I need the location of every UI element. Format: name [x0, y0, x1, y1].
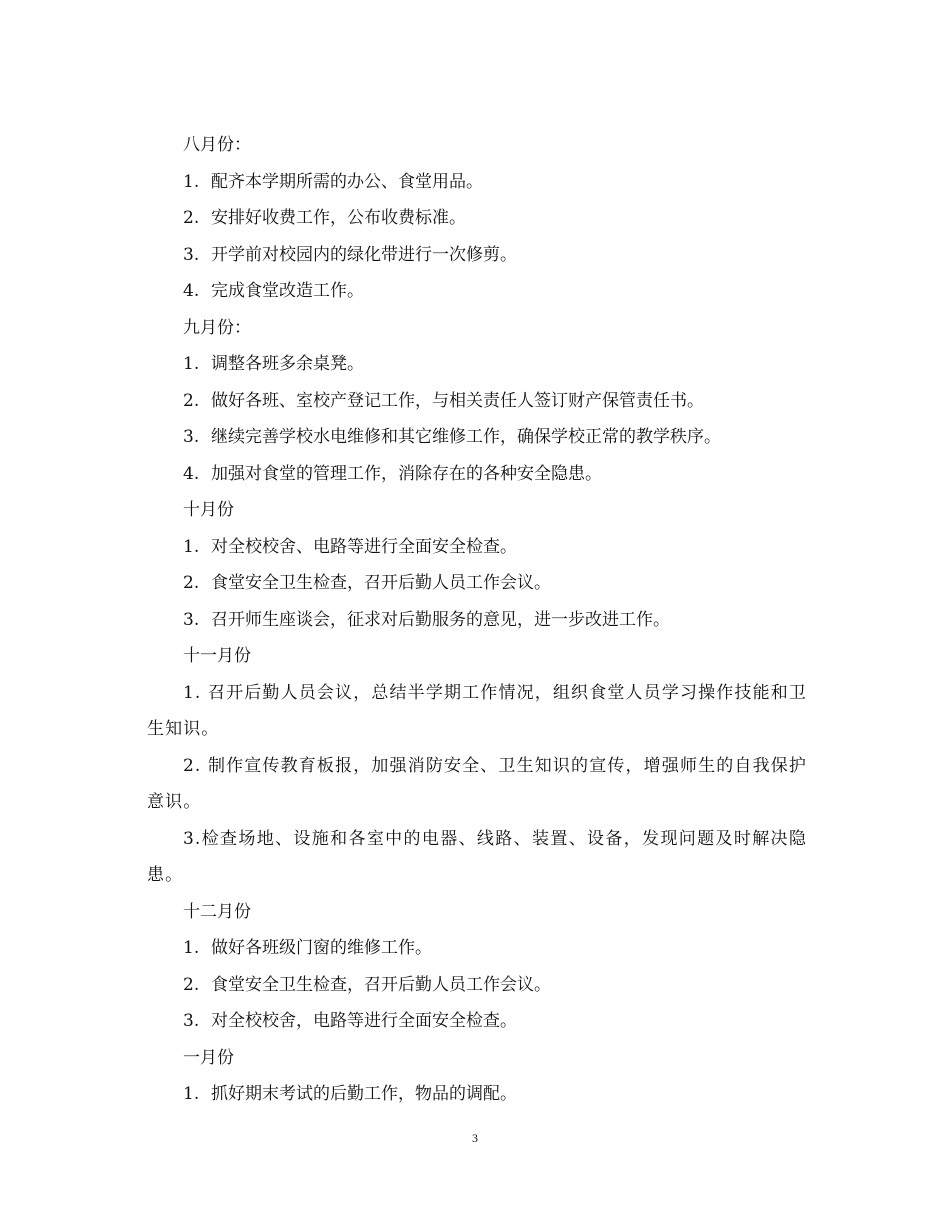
paragraph-item: 1. 召开后勤人员会议，总结半学期工作情况，组织食堂人员学习操作技能和卫生知识。	[147, 682, 807, 739]
item-number: 2.	[183, 573, 200, 593]
list-item	[147, 383, 807, 420]
paragraph-item: 3.检查场地、设施和各室中的电器、线路、装置、设备，发现问题及时解决隐患。	[147, 828, 807, 885]
item-number: 3.	[183, 427, 200, 447]
list-item	[147, 456, 807, 493]
item-number: 1.	[183, 536, 200, 557]
item-number: 1.	[183, 938, 200, 958]
list-item	[147, 529, 807, 566]
page-number: 3	[472, 1131, 478, 1145]
document-body	[147, 127, 807, 1113]
item-number: 4.	[183, 281, 200, 301]
list-item	[147, 930, 807, 967]
item-text: 食堂安全卫生检查，召开后勤人员工作会议。	[211, 974, 551, 995]
section-heading-january: 一月份	[183, 1047, 234, 1068]
item-number: 2.	[183, 208, 200, 228]
list-item	[147, 346, 807, 383]
list-item	[147, 164, 807, 201]
item-text: 对全校校舍、电路等进行全面安全检查。	[211, 536, 517, 557]
list-item	[147, 419, 807, 456]
item-number: 2.	[183, 974, 200, 995]
list-item	[147, 967, 807, 1004]
item-text: 食堂安全卫生检查，召开后勤人员工作会议。	[211, 573, 551, 593]
list-item	[147, 565, 807, 602]
item-text: 加强对食堂的管理工作，消除存在的各种安全隐患。	[211, 463, 602, 484]
item-text: 完成食堂改造工作。	[211, 281, 364, 301]
list-item	[147, 1003, 807, 1040]
item-number: 3.	[183, 609, 200, 630]
list-item	[147, 602, 807, 639]
item-text: 对全校校舍，电路等进行全面安全检查。	[211, 1011, 517, 1031]
item-number: 4.	[183, 463, 200, 484]
item-number: 3.	[183, 1011, 200, 1031]
section-heading-september: 九月份：	[183, 317, 251, 338]
item-number: 1.	[183, 171, 200, 192]
item-text: 召开师生座谈会，征求对后勤服务的意见，进一步改进工作。	[211, 609, 670, 630]
list-item	[147, 200, 807, 237]
section-heading-november: 十一月份	[183, 646, 251, 666]
item-text: 调整各班多余桌凳。	[211, 354, 364, 374]
item-text: 继续完善学校水电维修和其它维修工作，确保学校正常的教学秩序。	[211, 427, 721, 447]
section-heading-december: 十二月份	[183, 901, 251, 922]
item-text: 安排好收费工作，公布收费标准。	[211, 208, 466, 228]
section-heading-october: 十月份	[183, 500, 234, 520]
item-text: 抓好期末考试的后勤工作，物品的调配。	[211, 1084, 517, 1104]
item-number: 1.	[183, 354, 200, 374]
item-number: 3.	[183, 244, 200, 265]
item-text: 做好各班、室校产登记工作，与相关责任人签订财产保管责任书。	[211, 390, 704, 411]
item-text: 配齐本学期所需的办公、食堂用品。	[211, 171, 483, 192]
list-item	[147, 237, 807, 274]
item-text: 做好各班级门窗的维修工作。	[211, 938, 432, 958]
section-heading-august: 八月份：	[183, 135, 251, 155]
item-number: 2.	[183, 390, 200, 411]
item-text: 开学前对校园内的绿化带进行一次修剪。	[211, 244, 517, 265]
list-item	[147, 1076, 807, 1113]
paragraph-item: 2. 制作宣传教育板报，加强消防安全、卫生知识的宣传，增强师生的自我保护意识。	[147, 755, 807, 812]
list-item	[147, 273, 807, 310]
item-number: 1.	[183, 1084, 200, 1104]
